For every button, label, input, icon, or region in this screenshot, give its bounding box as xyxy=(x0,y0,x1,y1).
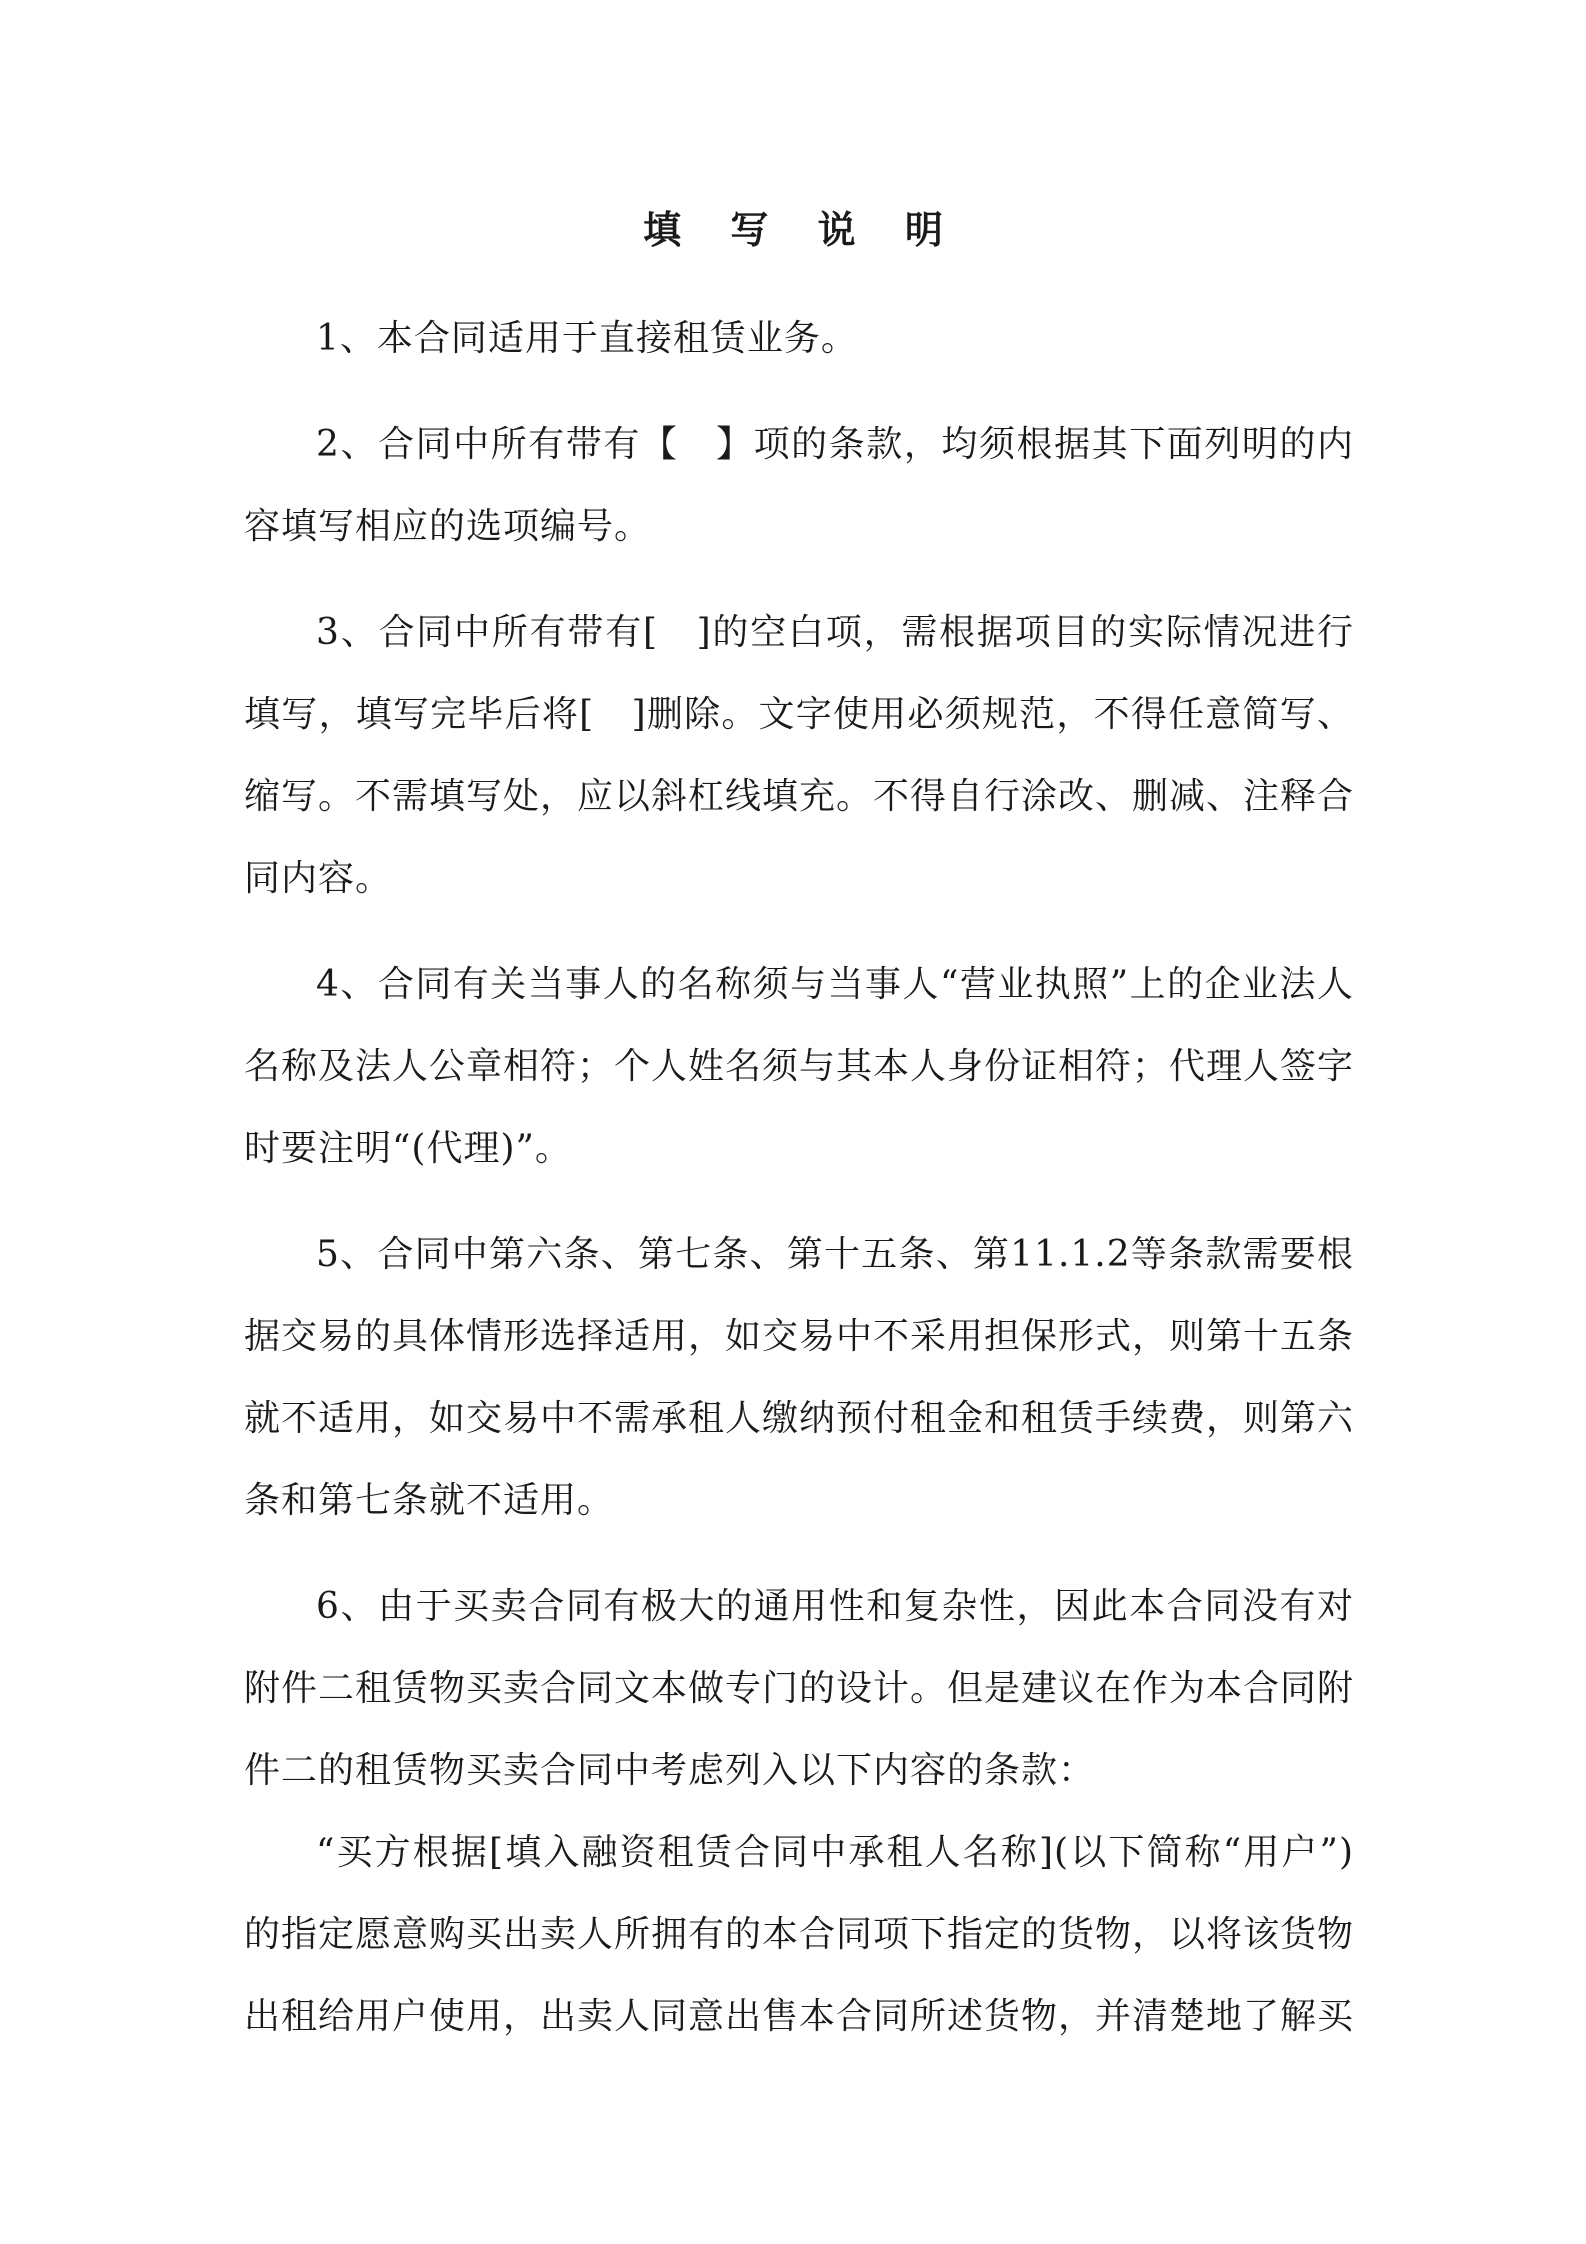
paragraph-7-quote: “买方根据[填入融资租赁合同中承租人名称](以下简称“用户”)的指定愿意购买出卖人所拥有的本合同项下指定的货物，以将该货物出租给用户使用，出卖人同意出售本合同所述货物，并清楚地了解买 xyxy=(244,1832,1355,2037)
paragraph-3: 3、合同中所有带有[ ]的空白项，需根据项目的实际情况进行填写，填写完毕后将[ ]删除。文字使用必须规范，不得任意简写、缩写。不需填写处，应以斜杠线填充。不得自行涂改、删减、注释合同内容。 xyxy=(244,612,1355,899)
paragraph-5: 5、合同中第六条、第七条、第十五条、第11.1.2等条款需要根据交易的具体情形选择适用，如交易中不采用担保形式，则第十五条就不适用，如交易中不需承租人缴纳预付租金和租赁手续费，则第六条和第七条就不适用。 xyxy=(244,1234,1355,1521)
paragraph-6: 6、由于买卖合同有极大的通用性和复杂性，因此本合同没有对附件二租赁物买卖合同文本做专门的设计。但是建议在作为本合同附件二的租赁物买卖合同中考虑列入以下内容的条款： xyxy=(244,1586,1355,1791)
document-title: 填 写 说 明 xyxy=(643,207,961,252)
paragraph-1: 1、本合同适用于直接租赁业务。 xyxy=(316,318,858,359)
document-body xyxy=(244,298,1354,2058)
paragraph-2: 2、合同中所有带有【 】项的条款，均须根据其下面列明的内容填写相应的选项编号。 xyxy=(244,424,1354,547)
paragraph-4: 4、合同有关当事人的名称须与当事人“营业执照”上的企业法人名称及法人公章相符；个人姓名须与其本人身份证相符；代理人签字时要注明“(代理)”。 xyxy=(244,964,1355,1169)
